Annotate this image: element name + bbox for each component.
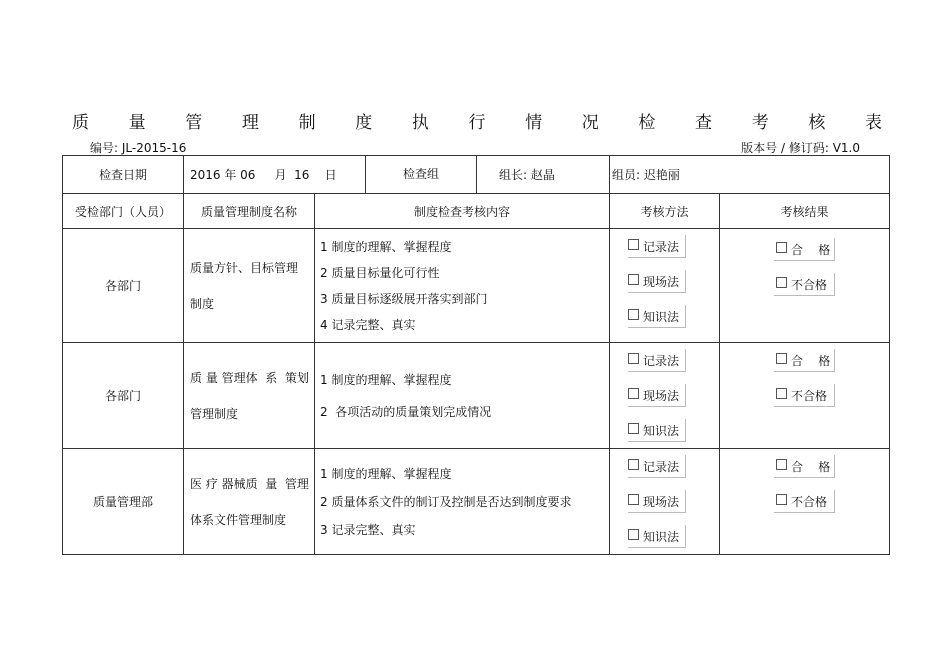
title-char: 表: [864, 113, 882, 133]
method-record-checkbox[interactable]: 记录法: [628, 455, 686, 478]
result-cell: [720, 343, 890, 449]
content-line: 2 质量体系文件的制订及控制是否达到制度要求: [320, 494, 572, 509]
method-onsite-checkbox[interactable]: 现场法: [628, 270, 686, 293]
title-char: 制: [298, 113, 316, 133]
content-line: 4 记录完整、真实: [320, 317, 416, 332]
content-line: 3 记录完整、真实: [320, 522, 416, 537]
version-code: 版本号 / 修订码: V1.0: [741, 141, 860, 155]
method-knowledge-checkbox[interactable]: 知识法: [628, 419, 686, 442]
dept-cell: 各部门: [63, 343, 184, 449]
column-header-row: [63, 194, 890, 229]
content-line: 1 制度的理解、掌握程度: [320, 466, 452, 481]
method-cell: [610, 343, 720, 449]
checkbox-icon: [776, 353, 787, 364]
checkbox-icon: [628, 309, 639, 320]
title-char: 核: [808, 113, 826, 133]
table-row: [63, 343, 890, 449]
method-record-checkbox[interactable]: 记录法: [628, 349, 686, 372]
col-header-policy: 质量管理制度名称: [184, 194, 315, 229]
checkbox-icon: [776, 388, 787, 399]
result-pass-checkbox[interactable]: 合 格: [774, 455, 835, 478]
title-char: 行: [468, 113, 486, 133]
policy-line: 管理制度: [190, 406, 239, 421]
checkbox-icon: [628, 529, 639, 540]
content-line: 2 质量目标量化可行性: [320, 265, 440, 280]
document-title: [72, 108, 882, 133]
checkbox-icon: [628, 239, 639, 250]
checkbox-icon: [776, 277, 787, 288]
checkbox-icon: [776, 242, 787, 253]
policy-line: 制度: [190, 296, 215, 311]
title-char: 检: [638, 113, 656, 133]
title-char: 理: [241, 113, 259, 133]
title-char: 管: [185, 113, 203, 133]
result-pass-checkbox[interactable]: 合 格: [774, 349, 835, 372]
content-line: 1 制度的理解、掌握程度: [320, 372, 452, 387]
method-cell: [610, 229, 720, 343]
table-row: [63, 229, 890, 343]
col-header-content: 制度检查考核内容: [315, 194, 610, 229]
group-label: 检查组: [365, 156, 477, 193]
title-char: 执: [411, 113, 429, 133]
result-pass-checkbox[interactable]: 合 格: [774, 238, 835, 261]
checkbox-icon: [628, 423, 639, 434]
title-char: 情: [525, 113, 543, 133]
title-char: 度: [355, 113, 373, 133]
content-line: 3 质量目标逐级展开落实到部门: [320, 291, 488, 306]
policy-cell: [184, 229, 315, 343]
group-member: 组员: 迟艳丽: [612, 168, 680, 182]
policy-cell: [184, 449, 315, 555]
result-cell: [720, 449, 890, 555]
checkbox-icon: [776, 459, 787, 470]
checkbox-icon: [628, 459, 639, 470]
col-header-dept: 受检部门（人员）: [63, 194, 184, 229]
dept-cell: 质量管理部: [63, 449, 184, 555]
header-info-row: [63, 156, 890, 194]
col-header-result: 考核结果: [720, 194, 890, 229]
doc-number: 编号: JL-2015-16: [90, 141, 187, 155]
method-knowledge-checkbox[interactable]: 知识法: [628, 305, 686, 328]
method-onsite-checkbox[interactable]: 现场法: [628, 490, 686, 513]
result-cell: [720, 229, 890, 343]
policy-line: 体系文件管理制度: [190, 512, 287, 527]
title-char: 质: [72, 113, 89, 133]
dept-cell: 各部门: [63, 229, 184, 343]
method-knowledge-checkbox[interactable]: 知识法: [628, 525, 686, 548]
result-fail-checkbox[interactable]: 不合格: [774, 273, 835, 296]
content-line: 2 各项活动的质量策划完成情况: [320, 404, 492, 419]
policy-line: 质 量 管理体 系 策划: [190, 370, 309, 385]
title-char: 考: [751, 113, 769, 133]
content-cell: [315, 343, 610, 449]
date-label: 检查日期: [63, 156, 184, 194]
result-fail-checkbox[interactable]: 不合格: [774, 490, 835, 513]
title-char: 查: [695, 113, 713, 133]
title-char: 量: [128, 113, 146, 133]
content-cell: [315, 449, 610, 555]
date-value: 2016 年 06 月 16 日: [190, 168, 337, 182]
group-leader: 组长: 赵晶: [499, 168, 555, 182]
checkbox-icon: [628, 388, 639, 399]
checkbox-icon: [628, 274, 639, 285]
col-header-method: 考核方法: [610, 194, 720, 229]
content-line: 1 制度的理解、掌握程度: [320, 239, 452, 254]
table-row: [63, 449, 890, 555]
method-onsite-checkbox[interactable]: 现场法: [628, 384, 686, 407]
title-char: 况: [581, 113, 599, 133]
checkbox-icon: [628, 353, 639, 364]
policy-line: 医 疗 器械质 量 管理: [190, 476, 309, 491]
result-fail-checkbox[interactable]: 不合格: [774, 384, 835, 407]
inspection-table: [62, 155, 890, 555]
method-record-checkbox[interactable]: 记录法: [628, 235, 686, 258]
checkbox-icon: [628, 494, 639, 505]
checkbox-icon: [776, 494, 787, 505]
policy-cell: [184, 343, 315, 449]
method-cell: [610, 449, 720, 555]
content-cell: [315, 229, 610, 343]
policy-line: 质量方针、目标管理: [190, 260, 299, 275]
